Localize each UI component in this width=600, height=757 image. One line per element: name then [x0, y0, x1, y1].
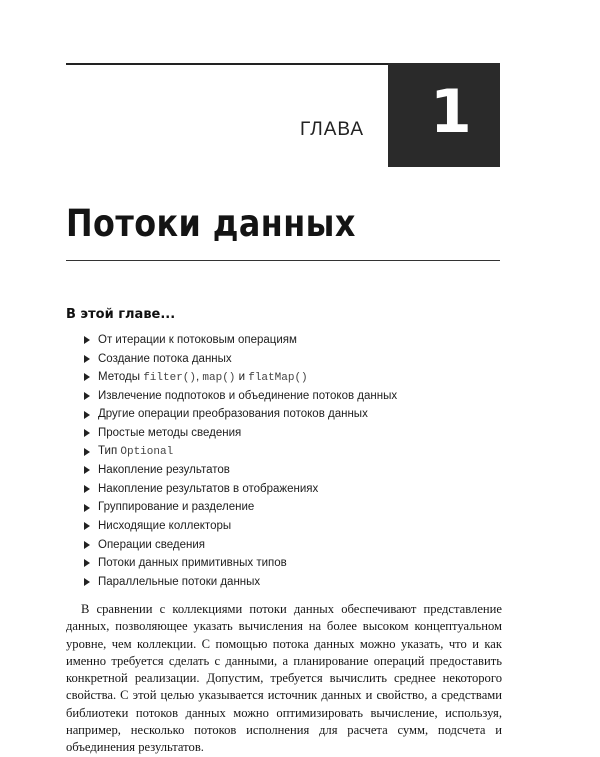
topic-text: Операции сведения: [98, 538, 205, 551]
topic-item: [84, 554, 397, 573]
chapter-number: 1: [430, 77, 472, 147]
topic-prefix: Методы: [98, 370, 144, 383]
code-optional: Optional: [120, 446, 174, 459]
topic-text: Накопление результатов в отображениях: [98, 482, 319, 495]
code-map: map(): [202, 371, 236, 384]
topic-text: [98, 368, 308, 388]
topic-conjunction: и: [235, 370, 249, 383]
topic-text: Нисходящие коллекторы: [98, 519, 232, 532]
topic-text: Накопление результатов: [98, 464, 230, 477]
bullet-triangle-icon: [84, 522, 90, 530]
bullet-triangle-icon: [84, 392, 90, 400]
bullet-triangle-icon: [84, 355, 90, 363]
topic-item: [84, 405, 397, 424]
topic-item: [84, 573, 397, 592]
topic-text: [98, 442, 173, 462]
chapter-title: Потоки данных: [66, 202, 356, 245]
topic-item: [84, 387, 397, 406]
bullet-triangle-icon: [84, 578, 90, 586]
topic-list: [84, 331, 397, 591]
code-filter: filter(): [143, 371, 196, 384]
bullet-triangle-icon: [84, 448, 90, 456]
bullet-triangle-icon: [84, 504, 90, 512]
topic-item: [84, 480, 397, 499]
bullet-triangle-icon: [84, 559, 90, 567]
bullet-triangle-icon: [84, 541, 90, 549]
topic-item: [84, 498, 397, 517]
code-flatmap: flatMap(): [248, 371, 308, 384]
topic-text: Извлечение подпотоков и объединение потоков данных: [98, 389, 398, 402]
topic-item: [84, 517, 397, 536]
topic-text: Параллельные потоки данных: [98, 575, 261, 588]
topic-text: Потоки данных примитивных типов: [98, 557, 287, 570]
topic-text: Создание потока данных: [98, 352, 232, 365]
bullet-triangle-icon: [84, 336, 90, 344]
title-rule: [66, 260, 500, 261]
bullet-triangle-icon: [84, 485, 90, 493]
chapter-top-rule: [66, 63, 389, 65]
intro-heading: В этой главе...: [66, 307, 176, 322]
topic-separator: ,: [196, 370, 203, 383]
topic-text: Другие операции преобразования потоков данных: [98, 408, 368, 421]
topic-item: [84, 331, 397, 350]
topic-item: [84, 350, 397, 369]
topic-item: [84, 461, 397, 480]
topic-item: [84, 536, 397, 555]
topic-prefix: Тип: [98, 445, 121, 458]
bullet-triangle-icon: [84, 429, 90, 437]
topic-text: Группирование и разделение: [98, 501, 255, 514]
topic-item: [84, 424, 397, 443]
topic-item: [84, 368, 397, 387]
bullet-triangle-icon: [84, 373, 90, 381]
bullet-triangle-icon: [84, 466, 90, 474]
chapter-label: ГЛАВА: [300, 119, 365, 140]
topic-text: От итерации к потоковым операциям: [98, 334, 297, 346]
topic-text: Простые методы сведения: [98, 426, 242, 439]
topic-item: [84, 443, 397, 462]
bullet-triangle-icon: [84, 411, 90, 419]
body-paragraph: В сравнении с коллекциями потоки данных обеспечивают представление данных, позволяющее указать вычисления на более высоком концептуальном уровне, чем коллекции. С помощью потока данных можно указать, что и как именно требуется сделать с данными, а планирование операций предоставить конкретной реализации. Допустим, требуется вычислить среднее некоторого свойства. С этой целью указывается источник данных и свойство, а средствами библиотеки потоков данных можно оптимизировать вычисление, используя, например, несколько потоков исполнения для расчета сумм, подсчета и объединения результатов.: [66, 602, 502, 755]
